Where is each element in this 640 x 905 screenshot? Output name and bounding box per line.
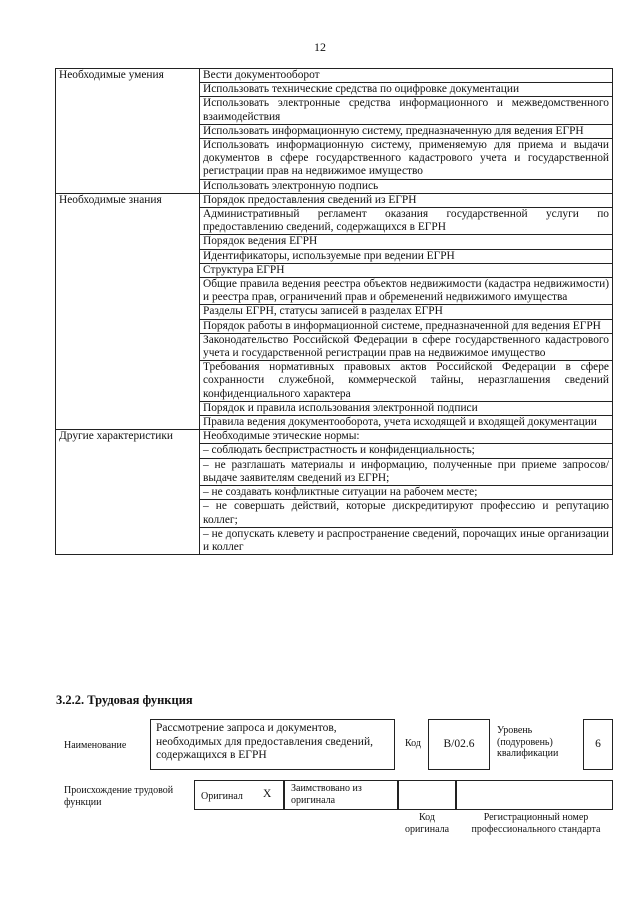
row-label: Другие характеристики (56, 430, 200, 555)
table-cell: Порядок работы в информационной системе, предназначенной для ведения ЕГРН (200, 319, 613, 333)
original-code-label: Код оригинала (404, 812, 450, 835)
table-cell: Порядок предоставления сведений из ЕГРН (200, 193, 613, 207)
borrowed-label: Заимствовано из оригинала (284, 780, 398, 810)
reg-number-label: Регистрационный номер профессионального стандарта (471, 812, 601, 835)
code-label: Код (405, 738, 421, 749)
table-cell: Структура ЕГРН (200, 263, 613, 277)
table-cell: Общие правила ведения реестра объектов недвижимости (кадастра недвижимости) и реестра прав, ограничений прав и обременений недвижимого имущества (200, 278, 613, 305)
table-cell: Использовать электронные средства информационного и межведомственного взаимодействия (200, 97, 613, 124)
origin-label: Происхождение трудовой функции (64, 785, 174, 808)
table-row (56, 69, 613, 83)
table-cell: Идентификаторы, используемые при ведении ЕГРН (200, 249, 613, 263)
table-cell: – не создавать конфликтные ситуации на рабочем месте; (200, 486, 613, 500)
table-cell: Использовать электронную подпись (200, 179, 613, 193)
table-row (56, 430, 613, 444)
table-cell: Порядок ведения ЕГРН (200, 235, 613, 249)
row-label: Необходимые знания (56, 193, 200, 429)
level-value: 6 (583, 719, 613, 770)
original-mark: X (263, 788, 272, 800)
level-label: Уровень (подуровень) квалификации (497, 725, 559, 759)
original-label: Оригинал (201, 791, 243, 802)
table-cell: – не допускать клевету и распространение сведений, порочащих иные организации и коллег (200, 527, 613, 554)
table-cell: Законодательство Российской Федерации в сфере государственного кадастрового учета и государственной регистрации прав на недвижимое имущество (200, 333, 613, 360)
table-cell: Использовать технические средства по оцифровке документации (200, 83, 613, 97)
table-cell: Порядок и правила использования электронной подписи (200, 401, 613, 415)
name-label: Наименование (64, 740, 127, 751)
table-cell: Административный регламент оказания государственной услуги по предоставлению сведений, содержащихся в ЕГРН (200, 208, 613, 235)
table-cell: – соблюдать беспристрастность и конфиденциальность; (200, 444, 613, 458)
table-cell: Правила ведения документооборота, учета исходящей и входящей документации (200, 416, 613, 430)
section-title: 3.2.2. Трудовая функция (56, 693, 193, 707)
page-number: 12 (314, 40, 326, 54)
requirements-table (55, 68, 613, 555)
table-cell: – не совершать действий, которые дискредитируют профессию и репутацию коллег; (200, 500, 613, 527)
table-cell: Требования нормативных правовых актов Российской Федерации в сфере сохранности служебной, коммерческой тайны, неразглашения сведений конфиденциального характера (200, 361, 613, 402)
code-value: B/02.6 (428, 719, 490, 770)
table-cell: Использовать информационную систему, применяемую для приема и выдачи документов в сфере государственного кадастрового учета и государственной регистрации прав на недвижимое имущество (200, 139, 613, 180)
reg-number-cell (456, 780, 613, 810)
table-cell: Необходимые этические нормы: (200, 430, 613, 444)
table-cell: Разделы ЕГРН, статусы записей в разделах ЕГРН (200, 305, 613, 319)
row-label: Необходимые умения (56, 69, 200, 194)
original-cell (194, 780, 284, 810)
table-cell: – не разглашать материалы и информацию, полученные при приеме запросов/ выдаче заявителям сведений из ЕГРН; (200, 458, 613, 485)
table-row (56, 193, 613, 207)
table-cell: Вести документооборот (200, 69, 613, 83)
name-value: Рассмотрение запроса и документов, необходимых для предоставления сведений, содержащихся в ЕГРН (150, 719, 395, 770)
table-cell: Использовать информационную систему, предназначенную для ведения ЕГРН (200, 124, 613, 138)
original-code-cell (398, 780, 456, 810)
